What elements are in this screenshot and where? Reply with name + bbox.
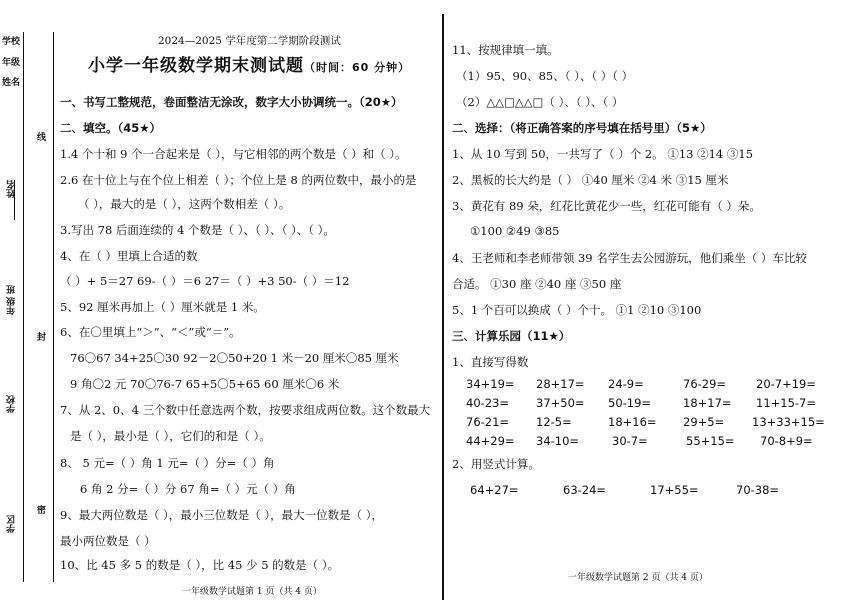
calc-item: 18+17=	[683, 396, 732, 410]
calc-item: 29+5=	[683, 415, 725, 429]
question-line: 3、黄花有 89 朵，红花比黄花少一些，红花可能有（ ）朵。	[452, 199, 761, 213]
vertical-calc-heading: 2、用竖式计算。	[452, 457, 540, 471]
calc-item: 76-29=	[683, 377, 727, 391]
exam-header: 2024—2025 学年度第二学期阶段测试	[158, 35, 341, 47]
question-line: 11、按规律填一填。	[452, 43, 559, 57]
margin-label-name: 姓名	[7, 180, 17, 198]
calc-item: 44+29=	[466, 434, 515, 448]
question-line: 9 角〇2 元 70〇76-7 65+5〇5+65 60 厘米〇6 米	[70, 377, 340, 391]
question-line: 7、从 2、0、4 三个数中任意选两个数，按要求组成两位数。这个数最大	[60, 403, 431, 417]
margin-label-school: 学校	[7, 395, 17, 413]
question-line: 1、从 10 写到 50，一共写了（ ）个 2。 ①13 ②14 ③15	[452, 147, 754, 161]
exam-title	[88, 51, 410, 76]
section-choice-heading: 二、选择：（将正确答案的序号填在括号里）（5★）	[452, 121, 712, 135]
question-line: 3.写出 78 后面连续的 4 个数是（ ）、（ ）、（ ）、（ ）。	[60, 223, 335, 237]
section-2-heading: 二、填空。（45★）	[60, 121, 162, 135]
page-divider	[442, 14, 444, 600]
calc-item: 11+15-7=	[756, 396, 817, 410]
question-line: （ ）+ 5＝27 69-（ ）＝6 27＝（ ）+3 50-（ ）＝12	[60, 274, 350, 288]
calc-item: 18+16=	[608, 415, 657, 429]
question-line: 6 角 2 分=（ ）分 67 角=（ ）元（ ）角	[80, 482, 296, 496]
binding-line-outer	[23, 32, 24, 582]
margin-label-district: 学区	[7, 515, 17, 533]
binding-line-inner	[53, 32, 54, 582]
calc-item: 76-21=	[466, 415, 510, 429]
question-line: 6、在〇里填上“＞”、“＜”或“＝”。	[60, 325, 241, 339]
exam-title-text: 小学一年级数学期末测试题	[88, 56, 304, 76]
question-line: ①100 ②49 ③85	[470, 224, 560, 238]
calc-item: 40-23=	[466, 396, 510, 410]
question-line: （2）△△□△△□（ ）、（ ）、（ ）	[456, 95, 624, 109]
binding-mark-secret: 密	[37, 506, 47, 516]
margin-label-name-top: 姓名	[2, 78, 21, 88]
calc-item: 50-19=	[608, 396, 652, 410]
question-line: 4、在（ ）里填上合适的数	[60, 249, 198, 263]
calc-item: 30-7=	[612, 434, 648, 448]
question-line: 1.4 个十和 9 个一合起来是（ ），与它相邻的两个数是（ ）和（ ）。	[60, 147, 407, 161]
binding-mark-line: 线	[37, 133, 47, 143]
calc-item: 37+50=	[536, 396, 585, 410]
question-line: 5、92 厘米再加上（ ）厘米就是 1 米。	[60, 300, 265, 314]
page-footer-left: 一年级数学试题第 1 页（共 4 页）	[182, 587, 322, 597]
calc-item: 70-8+9=	[760, 434, 813, 448]
calc-item: 55+15=	[686, 434, 735, 448]
question-line: 8、 5 元=（ ）角 1 元=（ ）分=（ ）角	[60, 456, 275, 470]
margin-blank-name	[14, 180, 16, 220]
question-line: 是（ ），最小是（ ），它们的和是（ ）。	[70, 429, 271, 443]
question-line: 10、比 45 多 5 的数是（ ），比 45 少 5 的数是（ ）。	[60, 558, 340, 572]
question-line: 9、最大两位数是（ ），最小三位数是（ ），最大一位数是（ ），	[60, 508, 384, 522]
calc-item: 13+33+15=	[752, 415, 825, 429]
question-line: 合适。 ①30 座 ②40 座 ③50 座	[452, 277, 622, 291]
question-line: 4、王老师和李老师带领 39 名学生去公园游玩，他们乘坐（ ）车比较	[452, 251, 807, 265]
question-line: （1）95、90、85、（ ）、（ ）（ ）	[456, 69, 634, 83]
calc-item: 24-9=	[608, 377, 644, 391]
binding-mark-seal: 封	[37, 333, 47, 343]
calc-item: 28+17=	[536, 377, 585, 391]
margin-label-school-top: 学校	[2, 37, 21, 47]
vertical-calc-item: 64+27=	[470, 483, 519, 497]
section-1-heading: 一、书写工整规范，卷面整洁无涂改，数字大小协调统一。（20★）	[60, 95, 403, 109]
page-footer-right: 一年级数学试题第 2 页（共 4 页）	[568, 573, 708, 583]
calc-item: 34+19=	[466, 377, 515, 391]
calc-subheading: 1、直接写得数	[452, 355, 529, 369]
calc-item: 34-10=	[536, 434, 580, 448]
question-line: 2.6 在十位上与在个位上相差（ ）；个位上是 8 的两位数中，最小的是	[60, 173, 417, 187]
exam-time: （时间：60 分钟）	[304, 61, 411, 74]
question-line: 76〇67 34+25〇30 92－2〇50+20 1 米－20 厘米〇85 厘米	[70, 351, 399, 365]
section-calc-heading: 三、计算乐园（11★）	[452, 329, 571, 343]
calc-item: 20-7+19=	[756, 377, 817, 391]
question-line: （ ），最大的是（ ），这两个数相差（ ）。	[78, 197, 291, 211]
question-line: 2、黑板的长大约是（ ） ①40 厘米 ②4 米 ③15 厘米	[452, 173, 729, 187]
calc-item: 12-5=	[536, 415, 572, 429]
question-line: 最小两位数是（ ）	[60, 534, 156, 548]
vertical-calc-item: 17+55=	[650, 483, 699, 497]
vertical-calc-item: 70-38=	[736, 483, 780, 497]
margin-label-grade-class: 年级 班	[7, 285, 17, 316]
vertical-calc-item: 63-24=	[563, 483, 607, 497]
margin-label-grade-top: 年级	[2, 58, 21, 68]
question-line: 5、1 个百可以换成（ ）个十。 ①1 ②10 ③100	[452, 303, 702, 317]
